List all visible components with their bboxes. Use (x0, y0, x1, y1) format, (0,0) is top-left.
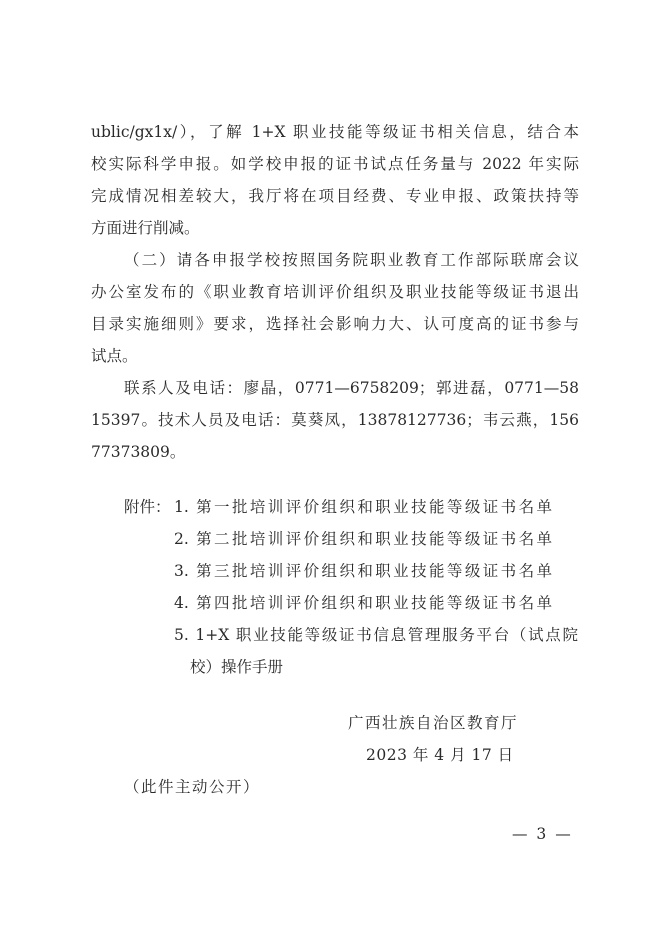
body-line: 校实际科学申报。如学校申报的证书试点任务量与 2022 年实际 (91, 155, 579, 173)
contact-line: 77373809。 (91, 443, 186, 461)
attachment-item-5-continuation: 校）操作手册 (190, 658, 284, 676)
attachments-label: 附件： (124, 498, 171, 516)
body-line: 办公室发布的《职业教育培训评价组织及职业技能等级证书退出 (91, 283, 579, 301)
body-line: ublic/gx1x/），了解 1+X 职业技能等级证书相关信息，结合本 (91, 123, 579, 141)
body-line: 完成情况相差较大，我厅将在项目经费、专业申报、政策扶持等 (91, 187, 579, 205)
attachment-item-1: 1. 第一批培训评价组织和职业技能等级证书名单 (174, 498, 552, 516)
attachment-item-3: 3. 第三批培训评价组织和职业技能等级证书名单 (174, 562, 552, 580)
contact-line: 15397。技术人员及电话：莫葵凤，13878127736；韦云燕，156 (91, 411, 579, 429)
contact-line: 联系人及电话：廖晶，0771—6758209；郭进磊，0771—58 (124, 379, 579, 397)
body-line: 目录实施细则》要求，选择社会影响力大、认可度高的证书参与 (91, 315, 579, 333)
body-line: 方面进行削减。 (91, 219, 200, 237)
page-number: — 3 — (512, 825, 573, 843)
body-line: （二）请各申报学校按照国务院职业教育工作部际联席会议 (124, 251, 579, 269)
attachment-item-2: 2. 第二批培训评价组织和职业技能等级证书名单 (174, 530, 552, 548)
signature-organization: 广西壮族自治区教育厅 (348, 714, 519, 732)
attachment-item-4: 4. 第四批培训评价组织和职业技能等级证书名单 (174, 594, 552, 612)
disclosure-note: （此件主动公开） (124, 778, 261, 796)
signature-date: 2023 年 4 月 17 日 (366, 746, 514, 764)
attachment-item-5: 5. 1+X 职业技能等级证书信息管理服务平台（试点院 (174, 626, 578, 644)
body-line: 试点。 (91, 347, 138, 365)
